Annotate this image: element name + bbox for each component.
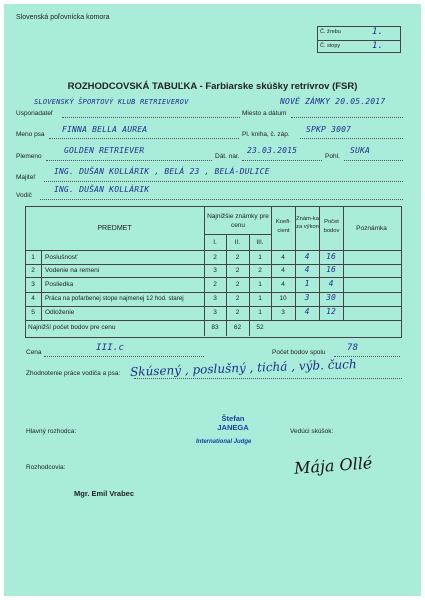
row-points: 4 bbox=[328, 279, 334, 288]
row-min-3: 1 bbox=[258, 309, 262, 316]
row-min-1: 2 bbox=[213, 254, 217, 261]
row-grade: 1 bbox=[304, 279, 310, 288]
stamp-subtitle: International Judge bbox=[196, 439, 252, 445]
row-min-2: 2 bbox=[235, 267, 240, 274]
row-number: 3 bbox=[31, 281, 35, 288]
row-number: 2 bbox=[31, 267, 35, 274]
row-min-2: 2 bbox=[235, 254, 240, 261]
total-points-label: Počet bodov spolu bbox=[272, 349, 326, 356]
stamp-judge-name: Štefan JANEGA bbox=[217, 414, 249, 432]
row-coefficient: 4 bbox=[281, 281, 285, 288]
col-note-header: Poznámka bbox=[356, 225, 387, 232]
studbook-value: SPKP 3007 bbox=[306, 125, 352, 134]
birth-date-label: Dát. nar. bbox=[215, 153, 240, 160]
row-points: 12 bbox=[326, 307, 336, 316]
col-grade-header: Znám-ka za výkon bbox=[296, 216, 319, 230]
row-min-1: 3 bbox=[213, 309, 217, 316]
owner-label: Majiteľ bbox=[16, 174, 36, 181]
handler-label: Vodič bbox=[16, 192, 32, 199]
prize-label: Cena bbox=[26, 349, 42, 356]
min-points-label: Najnižší počet bodov pre cenu bbox=[28, 324, 116, 331]
score-sheet bbox=[4, 4, 421, 596]
row-min-1: 3 bbox=[213, 295, 217, 302]
stop-number-label: Č. stopy bbox=[320, 43, 341, 49]
row-subject: Posliedka bbox=[45, 281, 74, 288]
min-points-1: 83 bbox=[211, 324, 219, 331]
row-subject: Vodenie na remeni bbox=[45, 267, 100, 274]
row-min-2: 2 bbox=[235, 309, 240, 316]
breed-label: Plemeno bbox=[16, 153, 42, 160]
row-coefficient: 4 bbox=[281, 267, 285, 274]
row-coefficient: 3 bbox=[281, 309, 285, 316]
row-subject: Poslušnosť bbox=[45, 254, 78, 261]
row-coefficient: 10 bbox=[279, 295, 287, 302]
page-title: ROZHODCOVSKÁ TABUĽKA - Farbiarske skúšky retrívrov (FSR) bbox=[67, 81, 358, 92]
row-min-3: 1 bbox=[258, 281, 262, 288]
exam-leader-signature: Mája Ollé bbox=[293, 453, 373, 478]
place-date-value: NOVÉ ZÁMKY 20.05.2017 bbox=[280, 97, 386, 106]
organizer-label: Usporiadateľ bbox=[16, 110, 53, 117]
prize-value: III.c bbox=[96, 343, 125, 353]
row-grade: 4 bbox=[304, 252, 310, 261]
row-min-3: 1 bbox=[258, 295, 262, 302]
col-coefficient-header: Koefi-cient bbox=[275, 219, 292, 234]
studbook-label: Pl. kniha, č. záp. bbox=[242, 131, 290, 138]
stop-number-value: 1. bbox=[372, 41, 384, 51]
row-min-2: 2 bbox=[235, 295, 240, 302]
row-min-1: 3 bbox=[213, 267, 217, 274]
col-min-grades-header: Najnižšie známky pre cenu bbox=[207, 213, 269, 229]
row-min-1: 2 bbox=[213, 281, 217, 288]
organization-name: Slovenská poľovnícka komora bbox=[16, 14, 110, 21]
row-points: 16 bbox=[326, 252, 336, 261]
place-date-label: Miesto a dátum bbox=[242, 110, 287, 117]
exam-leader-label: Vedúci skúšok: bbox=[290, 428, 334, 435]
col-prize-1-header: I. bbox=[213, 239, 217, 246]
birth-date-value: 23.03.2015 bbox=[247, 146, 298, 155]
col-points-header: Počet bodov bbox=[323, 219, 340, 234]
col-subject-header: PREDMET bbox=[97, 225, 132, 232]
evaluation-label: Zhodnotenie práce vodiča a psa: bbox=[26, 370, 121, 377]
dog-name-value: FINNA BELLA AUREA bbox=[62, 125, 148, 134]
skj-logo-text: SKJ bbox=[258, 420, 278, 431]
row-coefficient: 4 bbox=[281, 254, 285, 261]
row-subject: Odloženie bbox=[45, 309, 75, 316]
col-prize-3-header: III. bbox=[256, 239, 264, 246]
row-number: 4 bbox=[31, 295, 35, 302]
sex-value: SUKA bbox=[350, 146, 371, 155]
breed-value: GOLDEN RETRIEVER bbox=[64, 146, 145, 155]
organizer-value: SLOVENSKÝ ŠPORTOVÝ KLUB RETRIEVEROV bbox=[34, 98, 189, 106]
sex-label: Pohl. bbox=[325, 153, 340, 160]
handler-value: ING. DUŠAN KOLLÁRIK bbox=[54, 185, 150, 194]
min-points-2: 62 bbox=[233, 324, 242, 331]
draw-number-value: 1. bbox=[372, 27, 384, 37]
row-subject: Práca na pofarbenej stope najmenej 12 hod. starej bbox=[45, 295, 184, 302]
row-points: 16 bbox=[326, 265, 336, 274]
row-min-3: 2 bbox=[258, 267, 262, 274]
row-min-2: 2 bbox=[235, 281, 240, 288]
draw-number-label: Č. žrebu bbox=[320, 29, 341, 35]
owner-value: ING. DUŠAN KOLLÁRIK , BELÁ 23 , BELÁ-DULICE bbox=[54, 167, 270, 176]
total-points-value: 78 bbox=[347, 343, 359, 353]
dog-name-label: Meno psa bbox=[16, 131, 45, 138]
row-grade: 3 bbox=[304, 293, 310, 302]
row-grade: 4 bbox=[304, 265, 310, 274]
row-min-3: 1 bbox=[258, 254, 262, 261]
row-points: 30 bbox=[326, 293, 336, 302]
min-points-3: 52 bbox=[256, 324, 264, 331]
row-grade: 4 bbox=[304, 307, 310, 316]
col-prize-2-header: II. bbox=[234, 239, 241, 246]
row-number: 1 bbox=[31, 254, 35, 261]
judge-printed-name: Mgr. Emil Vrabec bbox=[74, 489, 135, 498]
row-number: 5 bbox=[31, 309, 35, 316]
chief-judge-label: Hlavný rozhodca: bbox=[26, 428, 77, 435]
evaluation-value: Skúsený , poslušný , tichá , výb. čuch bbox=[129, 357, 357, 379]
judges-label: Rozhodcovia: bbox=[26, 464, 66, 471]
